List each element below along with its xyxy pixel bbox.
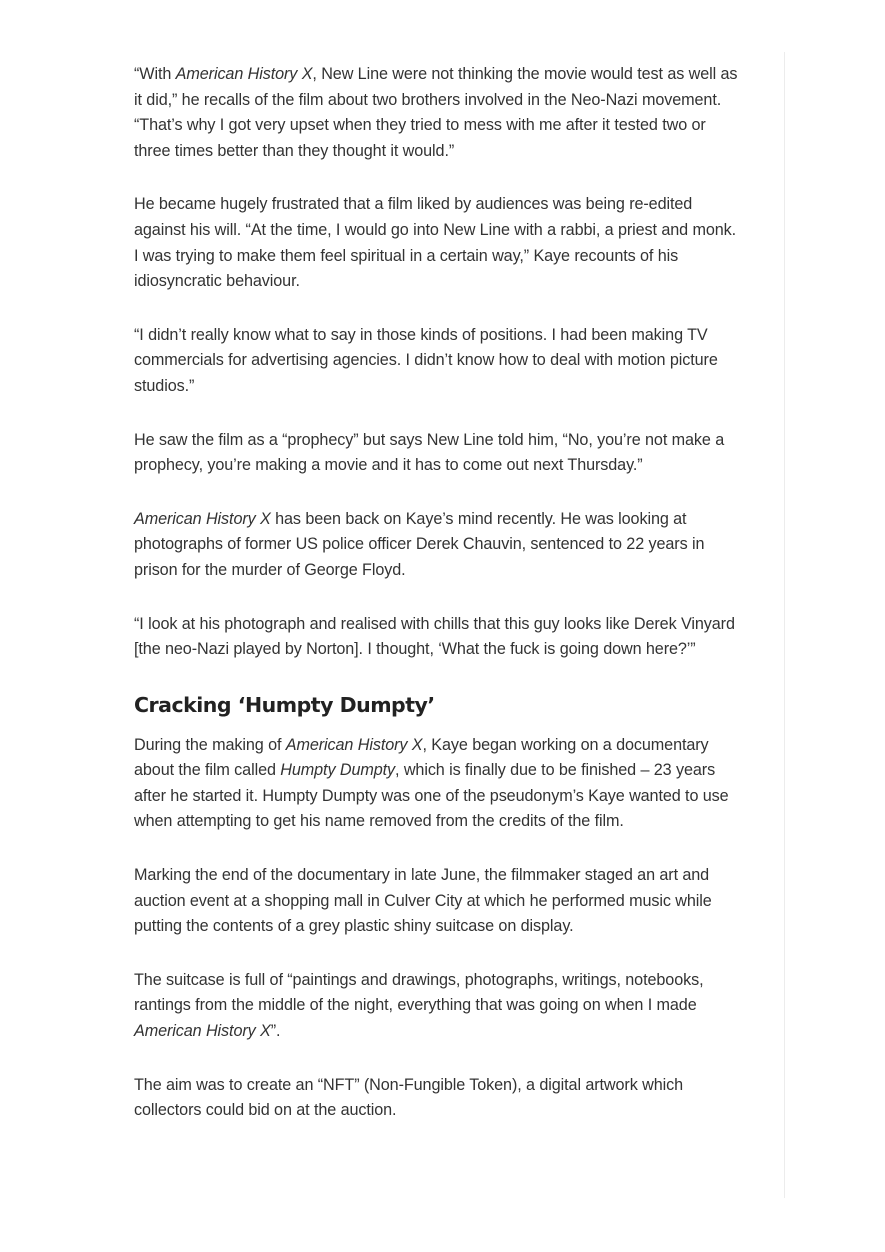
text-span: , Kaye began working on a documentary about the film called	[134, 735, 709, 780]
paragraph-chauvin	[134, 507, 740, 584]
text-span: During the making of	[134, 735, 286, 754]
section-heading: Cracking ‘Humpty Dumpty’	[134, 692, 435, 717]
paragraph-documentary	[134, 733, 740, 835]
column-divider	[784, 52, 785, 1198]
paragraph-derek-vinyard: “I look at his photograph and realised with chills that this guy looks like Derek Vinyard [the neo-Nazi played by Norton]. I thought, ‘What the fuck is going down here?’”	[134, 614, 735, 659]
film-title: American History X	[134, 509, 271, 528]
documentary-title: Humpty Dumpty	[280, 761, 396, 780]
text-span: has been back on Kaye’s mind recently. He was looking at photographs of former US police officer Derek Chauvin, sentenced to 22 years in prison for the murder of George Floyd.	[134, 509, 705, 579]
text-span: , which is finally due to be finished – 23 years after he started it. Humpty Dumpty was one of the pseudonym’s Kaye wanted to use when attempting to get his name removed from the credits of the film.	[134, 761, 729, 831]
paragraph-nft: The aim was to create an “NFT” (Non-Fungible Token), a digital artwork which collectors could bid on at the auction.	[134, 1075, 683, 1120]
film-title: American History X	[134, 1022, 271, 1041]
paragraph-tv-commercials: “I didn’t really know what to say in those kinds of positions. I had been making TV commercials for advertising agencies. I didn’t know how to deal with motion picture studios.”	[134, 325, 718, 395]
text-span: , New Line were not thinking the movie would test as well as it did,” he recalls of the film about two brothers involved in the Neo-Nazi movement. “That’s why I got very upset when they tried to mess with me after it tested two or three times better than they thought it would.”	[134, 65, 738, 160]
text-span: “With	[134, 65, 176, 83]
film-title: American History X	[175, 65, 313, 83]
film-title: American History X	[285, 735, 423, 754]
article-body	[134, 62, 740, 1152]
paragraph-prophecy: He saw the film as a “prophecy” but says New Line told him, “No, you’re not make a prophecy, you’re making a movie and it has to come out next Thursday.”	[134, 430, 725, 475]
paragraph-new-line-test	[134, 62, 740, 164]
paragraph-auction-event: Marking the end of the documentary in late June, the filmmaker staged an art and auction event at a shopping mall in Culver City at which he performed music while putting the contents of a grey plastic shiny suitcase on display.	[134, 866, 712, 936]
paragraph-re-edited: He became hugely frustrated that a film liked by audiences was being re-edited against his will. “At the time, I would go into New Line with a rabbi, a priest and monk. I was trying to make them feel spiritual in a certain way,” Kaye recounts of his idiosyncratic behaviour.	[134, 195, 737, 291]
paragraph-suitcase	[134, 968, 740, 1045]
text-span: The suitcase is full of “paintings and drawings, photographs, writings, notebooks, rantings from the middle of the night, everything that was going on when I made	[134, 970, 704, 1015]
text-span: ”.	[270, 1022, 281, 1041]
